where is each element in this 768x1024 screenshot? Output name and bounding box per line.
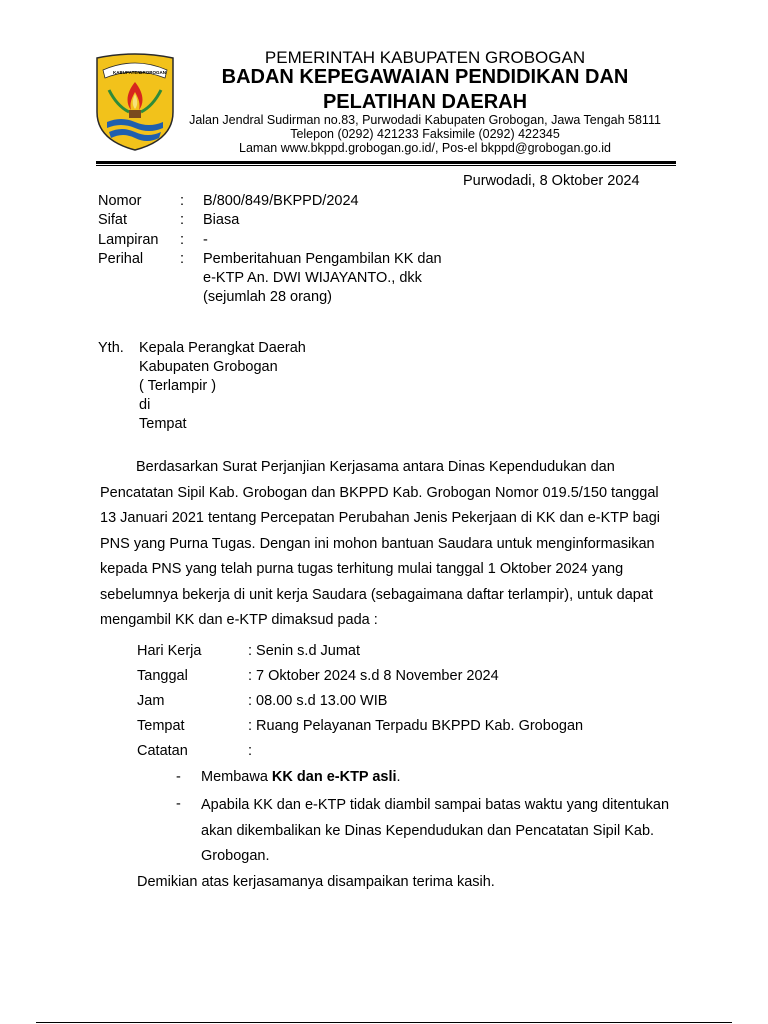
meta-value-nomor: B/800/849/BKPPD/2024 (203, 193, 359, 209)
note-1-emphasis: KK dan e-KTP asli (271, 769, 397, 785)
agency-name-line1: BADAN KEPEGAWAIAN PENDIDIKAN DAN (221, 66, 629, 88)
meta-value-lampiran: - (203, 232, 208, 248)
addressee-line: Kepala Perangkat Daerah (139, 340, 306, 356)
addressee-line: di (139, 397, 151, 413)
schedule-value: : Ruang Pelayanan Terpadu BKPPD Kab. Grobogan (248, 718, 584, 734)
grobogan-emblem-icon (93, 52, 177, 152)
page-bottom-rule (36, 1022, 732, 1023)
logo-text-right: GROBOGAN (139, 70, 166, 75)
meta-label-nomor: Nomor (98, 193, 142, 209)
body-line: Pencatatan Sipil Kab. Grobogan dan BKPPD Kab. Grobogan Nomor 019.5/150 tanggal (100, 484, 659, 501)
body-line: 13 Januari 2021 tentang Percepatan Perubahan Jenis Pekerjaan di KK dan e-KTP bagi (100, 510, 660, 526)
agency-name-line2: PELATIHAN DAERAH (322, 91, 528, 113)
note-1: Membawa KK dan e-KTP asli. (201, 769, 401, 785)
meta-sep: : (180, 193, 185, 209)
body-paragraph (100, 455, 696, 634)
meta-sep: : (180, 251, 185, 267)
letter-date: Purwodadi, 8 Oktober 2024 (463, 173, 640, 189)
perihal-continuation: e-KTP An. DWI WIJAYANTO., dkk (203, 270, 422, 286)
meta-label-perihal: Perihal (98, 251, 144, 267)
meta-value-perihal: Pemberitahuan Pengambilan KK dan (203, 251, 442, 267)
body-line: kepada PNS yang telah purna tugas terhitung mulai tanggal 1 Oktober 2024 yang (100, 561, 624, 577)
agency-address: Jalan Jendral Sudirman no.83, Purwodadi Kabupaten Grobogan, Jawa Tengah 58111 (189, 113, 661, 127)
addressee-line: Tempat (139, 416, 187, 432)
schedule-label: Jam (137, 693, 165, 709)
schedule-label: Tempat (137, 718, 185, 734)
note-2: Apabila KK dan e-KTP tidak diambil sampai batas waktu yang ditentukan akan dikembalikan ke Dinas Kependudukan dan Pencatatan Sipil Kab. Grobogan. (201, 797, 670, 864)
schedule-value: : (248, 743, 253, 759)
addressee-line: Kabupaten Grobogan (139, 359, 278, 375)
schedule-value: : 08.00 s.d 13.00 WIB (248, 693, 388, 709)
schedule-label: Tanggal (137, 668, 188, 684)
schedule-label: Catatan (137, 743, 188, 759)
body-line: PNS yang Purna Tugas. Dengan ini mohon bantuan Saudara untuk menginformasikan (100, 535, 655, 552)
schedule-value: : Senin s.d Jumat (248, 643, 361, 659)
meta-label-sifat: Sifat (98, 212, 128, 228)
closing-line: Demikian atas kerjasamanya disampaikan terima kasih. (137, 874, 495, 890)
meta-sep: : (180, 212, 185, 228)
letterhead-rule-thick (96, 161, 676, 164)
schedule-value: : 7 Oktober 2024 s.d 8 November 2024 (248, 668, 499, 684)
agency-phone: Telepon (0292) 421233 Faksimile (0292) 422345 (290, 127, 560, 141)
agency-web: Laman www.bkppd.grobogan.go.id/, Pos-el bkppd@grobogan.go.id (239, 141, 611, 155)
note-bullet: - (176, 796, 181, 812)
letterhead-rule-thin (96, 165, 676, 166)
perihal-continuation: (sejumlah 28 orang) (203, 289, 332, 305)
meta-sep: : (180, 232, 185, 248)
body-line: Berdasarkan Surat Perjanjian Kerjasama antara Dinas Kependudukan dan (136, 459, 615, 475)
addressee-line: ( Terlampir ) (139, 378, 217, 394)
meta-value-sifat: Biasa (203, 212, 240, 228)
schedule-label: Hari Kerja (137, 643, 202, 659)
meta-label-lampiran: Lampiran (98, 232, 159, 248)
note-bullet: - (176, 769, 181, 785)
addressee-prefix: Yth. (98, 340, 124, 356)
logo-text-left: KABUPATEN (113, 70, 141, 75)
government-name: PEMERINTAH KABUPATEN GROBOGAN (264, 48, 586, 67)
regency-logo (93, 52, 177, 152)
body-line: mengambil KK dan e-KTP dimaksud pada : (100, 612, 378, 628)
body-line: sebelumnya bekerja di unit kerja Saudara (sebagaimana daftar terlampir), untuk dapat (100, 586, 653, 603)
